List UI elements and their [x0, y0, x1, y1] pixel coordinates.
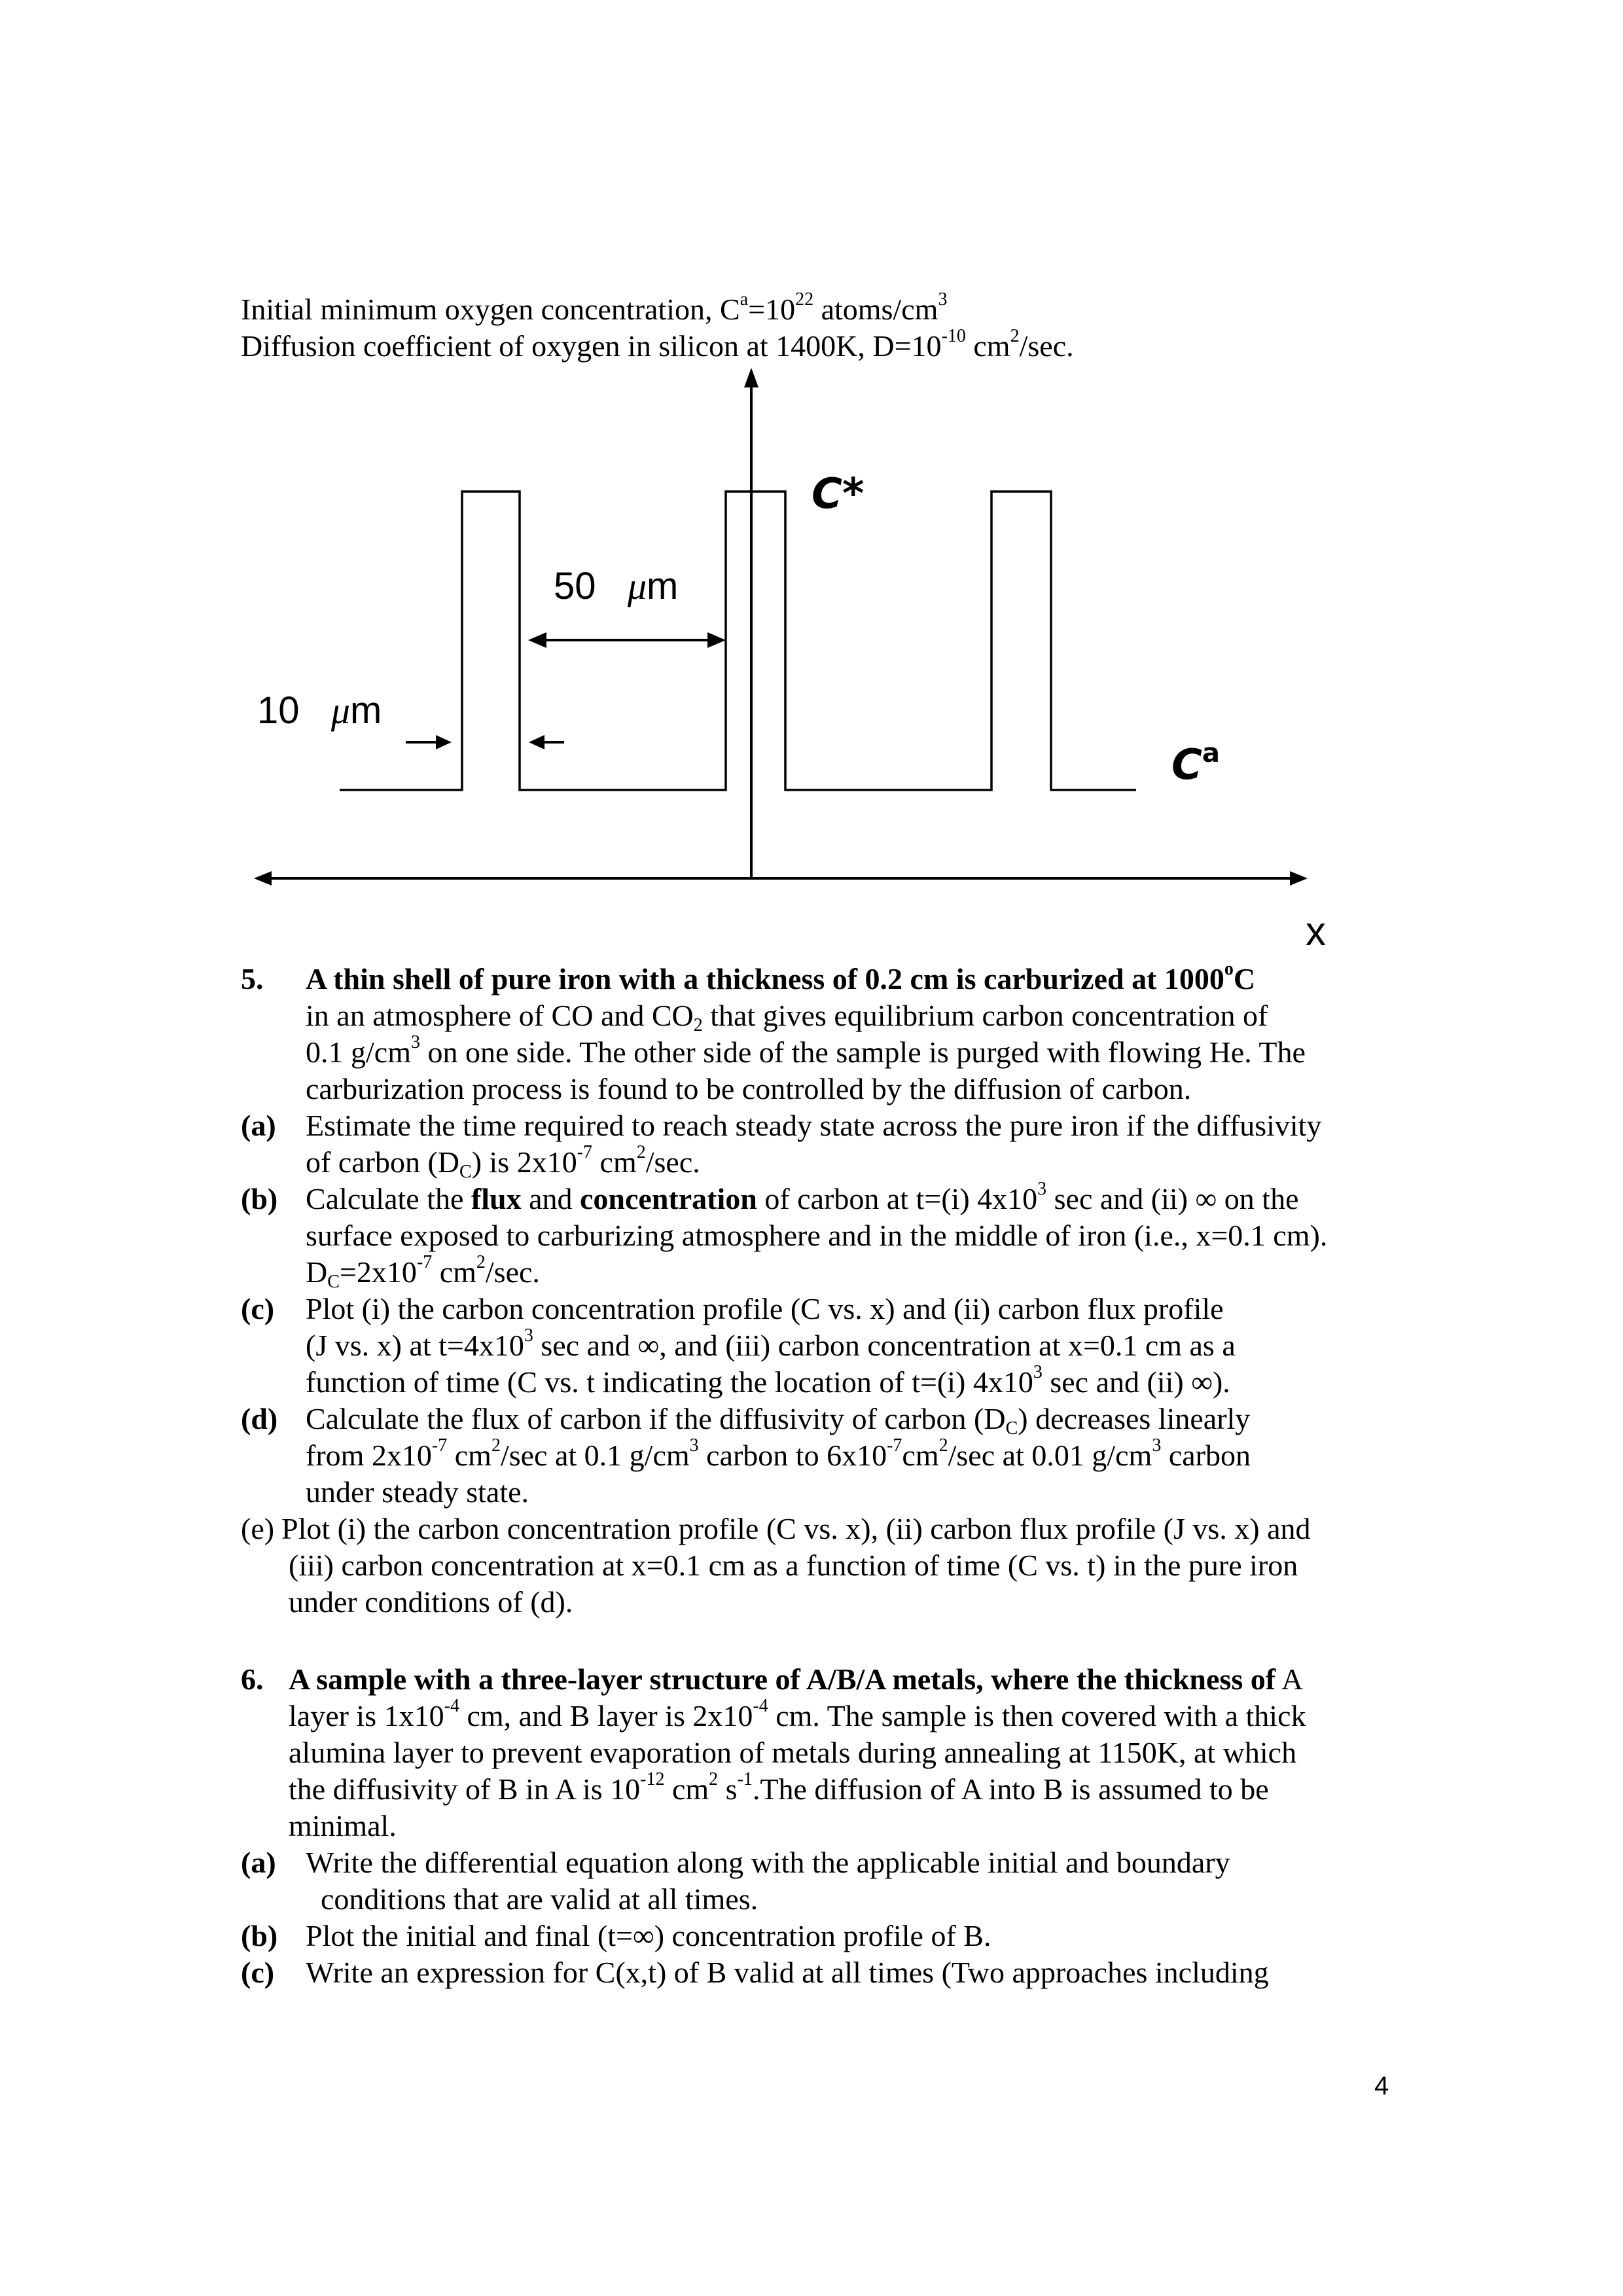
label-c-a: $C^a$: [1171, 738, 1220, 789]
q6-line5: minimal.: [289, 1809, 397, 1842]
x-axis-left-arrowhead-icon: [254, 871, 272, 886]
dimension-arrow-50um: [528, 632, 726, 648]
q5e-label: (e): [241, 1512, 275, 1545]
q5e-line2: (iii) carbon concentration at x=0.1 cm as a function of time (C vs. t) in the pure iron: [289, 1549, 1298, 1582]
q5-intro-line3: 0.1 $g/cm^3$ on one side. The other side of the sample is purged with flowing He. The: [306, 1032, 1306, 1069]
q5-intro-line4: carburization process is found to be controlled by the diffusion of carbon.: [306, 1072, 1192, 1105]
concentration-profile-line: [340, 492, 1136, 790]
x-axis: [254, 871, 1308, 886]
q5c-label: (c): [241, 1292, 275, 1325]
q5e-line3: under conditions of (d).: [289, 1585, 573, 1619]
q6b-label: (b): [241, 1919, 278, 1952]
q5b-line1: Calculate the flux and concentration of carbon at t=(i) $4x10^3$ sec and (ii) ∞ on the: [306, 1179, 1299, 1215]
q5d-line1: Calculate the flux of carbon if the diffusivity of carbon $(D_C)$ decreases linearly: [306, 1402, 1251, 1439]
q6a-line1: Write the differential equation along with the applicable initial and boundary: [306, 1846, 1230, 1879]
x-axis-right-arrowhead-icon: [1290, 871, 1308, 886]
q5-number: 5.: [241, 962, 264, 996]
label-50-um: 50 μm: [554, 565, 679, 607]
q5d-line3: under steady state.: [306, 1475, 529, 1509]
q6-line2: layer is $1x10^{-4}$ cm, and B layer is $2x10^{-4}$ cm. The sample is then covered with a thick: [289, 1696, 1306, 1732]
label-x-axis: x: [1306, 909, 1326, 954]
q6-number: 6.: [241, 1662, 264, 1696]
q6a-line2: conditions that are valid at all times.: [321, 1882, 758, 1916]
q5b-line3: $D_C=2x10^{-7}$ $cm^2/\sec$.: [306, 1252, 540, 1292]
q6c-line1: Write an expression for C(x,t) of B valid at all times (Two approaches including: [306, 1956, 1269, 1989]
q5a-line2: of carbon $(D_C)$ is $2x10^{-7}$ $cm^2/\sec$.: [306, 1142, 700, 1182]
y-axis-arrowhead-icon: [744, 368, 758, 387]
label-10-um: 10 μm: [257, 689, 382, 732]
q6b-line1: Plot the initial and final (t=∞) concentration profile of B.: [306, 1919, 991, 1952]
given-diffusion-coefficient: Diffusion coefficient of oxygen in silicon at 1400K, $D=10^{-10}$ $cm^2/\sec$.: [241, 326, 1074, 363]
given-oxygen-concentration: Initial minimum oxygen concentration, $C^a=10^{22}$ atoms/$cm^3$: [241, 289, 948, 326]
q5c-line1: Plot (i) the carbon concentration profile (C vs. x) and (ii) carbon flux profile: [306, 1292, 1224, 1325]
page-number: 4: [1374, 2072, 1389, 2100]
q6-line4: the diffusivity of B in A is $10^{-12}$ $cm^2$ $s^{-1}.The$ diffusion of A into B is assumed to be: [289, 1769, 1269, 1806]
label-c-star: C*: [812, 470, 865, 518]
q5d-line2: from $2x10^{-7}$ $cm^2/\sec$ at 0.1 $g/cm^3$ carbon to $6x10^{-7}cm^2/\sec$ at 0.01 $g/cm^3$ carbon: [306, 1435, 1251, 1472]
q6c-label: (c): [241, 1956, 275, 1989]
q5-intro-line1: A thin shell of pure iron with a thickness of 0.2 cm is carburized at 1000$^o$C: [306, 959, 1256, 996]
q5c-line3: function of time (C vs. t indicating the location of t=(i) $4x10^3$ sec and (ii) ∞).: [306, 1362, 1230, 1399]
q5b-line2: surface exposed to carburizing atmosphere and in the middle of iron (i.e., x=0.1 cm).: [306, 1219, 1328, 1252]
y-axis: [744, 368, 758, 878]
q5b-label: (b): [241, 1182, 278, 1215]
q6-line1: A sample with a three-layer structure of A/B/A metals, where the thickness of A: [289, 1662, 1304, 1696]
q6a-label: (a): [241, 1846, 276, 1879]
q5d-label: (d): [241, 1402, 278, 1435]
dimension-arrows-10um: [406, 735, 564, 749]
q5e-line1: Plot (i) the carbon concentration profile (C vs. x), (ii) carbon flux profile (J vs. x) and: [281, 1512, 1311, 1545]
q5a-line1: Estimate the time required to reach steady state across the pure iron if the diffusivity: [306, 1109, 1322, 1142]
q5-intro-line2: in an atmosphere of CO and $CO_2$ that gives equilibrium carbon concentration of: [306, 999, 1268, 1035]
q5a-label: (a): [241, 1109, 276, 1142]
q6-line3: alumina layer to prevent evaporation of metals during annealing at 1150K, at which: [289, 1736, 1297, 1769]
q5c-line2: (J vs. x) at $t=4x10^3$ sec and ∞, and (iii) carbon concentration at x=0.1 cm as a: [306, 1325, 1236, 1362]
